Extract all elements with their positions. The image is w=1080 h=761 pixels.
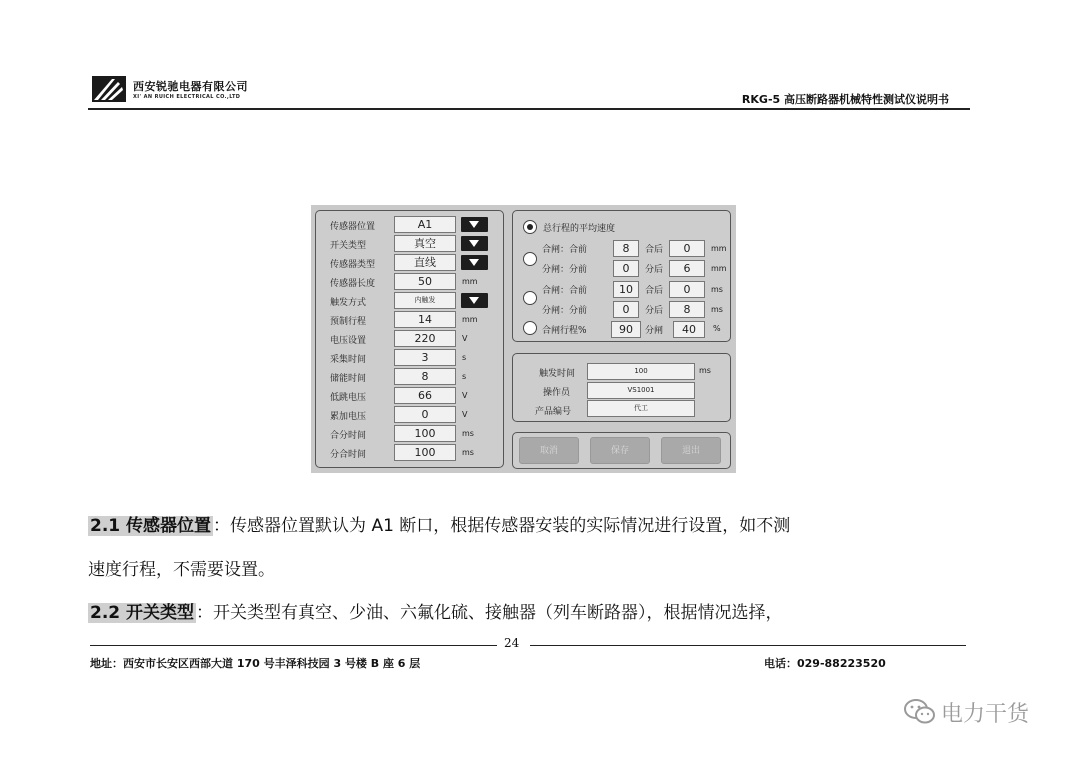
open-before-input[interactable]: 0 [613,301,639,318]
unit: mm [711,264,727,273]
setting-value-input[interactable]: 0 [394,406,456,423]
speed-box [512,210,731,342]
section-heading: 2.2 开关类型 [90,603,195,623]
setting-value-input[interactable]: 50 [394,273,456,290]
watermark-text: 电力干货 [941,702,1030,727]
footer-address: 地址：西安市长安区西部大道 170 号丰泽科技园 3 号楼 B 座 6 层 [90,657,421,670]
settings-box [315,210,504,468]
company-name-en: XI' AN RUICH ELECTRICAL CO.,LTD [133,94,241,100]
open-label: 分闸：分前 [542,306,588,316]
average-speed-label: 总行程的平均速度 [543,224,616,234]
close-after-label: 合后 [645,245,664,255]
close-after-input[interactable]: 0 [669,240,705,257]
percent-label: 合闸行程% [542,326,587,336]
setting-label: 传感器位置 [330,222,376,232]
radio-average-speed[interactable] [523,220,537,234]
close-label: 合闸：合前 [542,286,588,296]
close-after-label: 合后 [645,286,664,296]
footer-rule-right [530,645,966,646]
settings-screenshot [311,205,736,473]
radio-ms-group[interactable] [523,291,537,305]
setting-value-input[interactable]: 220 [394,330,456,347]
setting-value-input[interactable]: 66 [394,387,456,404]
setting-value-input[interactable]: 直线 [394,254,456,271]
unit: ms [699,366,711,375]
unit: s [462,372,467,381]
setting-label: 低跳电压 [330,393,367,403]
unit: V [462,391,468,400]
setting-label: 预制行程 [330,317,367,327]
unit: V [462,334,468,343]
setting-label: 传感器类型 [330,260,376,270]
wechat-icon [903,698,937,726]
setting-label: 储能时间 [330,374,367,384]
setting-label: 电压设置 [330,336,367,346]
paragraph-2-1 [88,514,790,538]
paragraph-2-1-cont: 速度行程，不需要设置。 [88,560,275,580]
paragraph-text: ：传感器位置默认为 A1 断口，根据传感器安装的实际情况进行设置，如不测 [213,516,791,536]
setting-label: 采集时间 [330,355,367,365]
setting-label: 累加电压 [330,412,367,422]
radio-mm-group[interactable] [523,252,537,266]
setting-label: 触发方式 [330,298,367,308]
open-after-label: 分后 [645,265,664,275]
setting-value-input[interactable]: A1 [394,216,456,233]
unit: ms [711,285,723,294]
product-number-input[interactable]: 代工 [587,400,695,417]
unit: ms [711,305,723,314]
footer-rule-left [90,645,497,646]
company-name: 西安锐驰电器有限公司 [133,80,248,93]
open-after-label: 分后 [645,306,664,316]
operator-input[interactable]: VS1001 [587,382,695,399]
setting-label: 传感器长度 [330,279,376,289]
setting-label: 开关类型 [330,241,367,251]
info-box [512,353,731,422]
paragraph-2-2 [88,601,783,625]
section-heading: 2.1 传感器位置 [90,516,212,536]
setting-value-input[interactable]: 内触发 [394,292,456,309]
setting-value-input[interactable]: 真空 [394,235,456,252]
exit-button[interactable]: 退出 [661,437,721,464]
cancel-button[interactable]: 取消 [519,437,579,464]
chevron-down-icon[interactable] [461,293,488,308]
page-number: 24 [504,636,520,650]
save-button[interactable]: 保存 [590,437,650,464]
chevron-down-icon[interactable] [461,217,488,232]
close-before-input[interactable]: 8 [613,240,639,257]
paragraph-text: ：开关类型有真空、少油、六氟化硫、接触器（列车断路器），根据情况选择， [196,603,783,623]
close-before-input[interactable]: 10 [613,281,639,298]
document-title: RKG-5 高压断路器机械特性测试仪说明书 [741,93,949,106]
open-after-input[interactable]: 6 [669,260,705,277]
setting-label: 分合时间 [330,450,367,460]
trigger-time-input[interactable]: 100 [587,363,695,380]
setting-value-input[interactable]: 100 [394,425,456,442]
percent-open-input[interactable]: 40 [673,321,705,338]
close-label: 合闸：合前 [542,245,588,255]
unit: mm [462,277,478,286]
setting-value-input[interactable]: 3 [394,349,456,366]
operator-label: 操作员 [543,388,571,398]
chevron-down-icon[interactable] [461,255,488,270]
header-rule [88,108,970,110]
unit: % [713,324,721,333]
radio-percent[interactable] [523,321,537,335]
percent-mid-label: 分闸 [645,326,664,336]
chevron-down-icon[interactable] [461,236,488,251]
open-after-input[interactable]: 8 [669,301,705,318]
close-after-input[interactable]: 0 [669,281,705,298]
unit: mm [711,244,727,253]
company-logo [92,76,126,102]
setting-value-input[interactable]: 8 [394,368,456,385]
unit: ms [462,429,474,438]
percent-close-input[interactable]: 90 [611,321,641,338]
footer-phone: 电话：029-88223520 [764,657,886,670]
setting-value-input[interactable]: 14 [394,311,456,328]
product-number-label: 产品编号 [535,407,572,417]
trigger-time-label: 触发时间 [539,369,576,379]
unit: mm [462,315,478,324]
setting-value-input[interactable]: 100 [394,444,456,461]
buttons-box [512,432,731,469]
unit: s [462,353,467,362]
open-label: 分闸：分前 [542,265,588,275]
unit: ms [462,448,474,457]
open-before-input[interactable]: 0 [613,260,639,277]
unit: V [462,410,468,419]
setting-label: 合分时间 [330,431,367,441]
